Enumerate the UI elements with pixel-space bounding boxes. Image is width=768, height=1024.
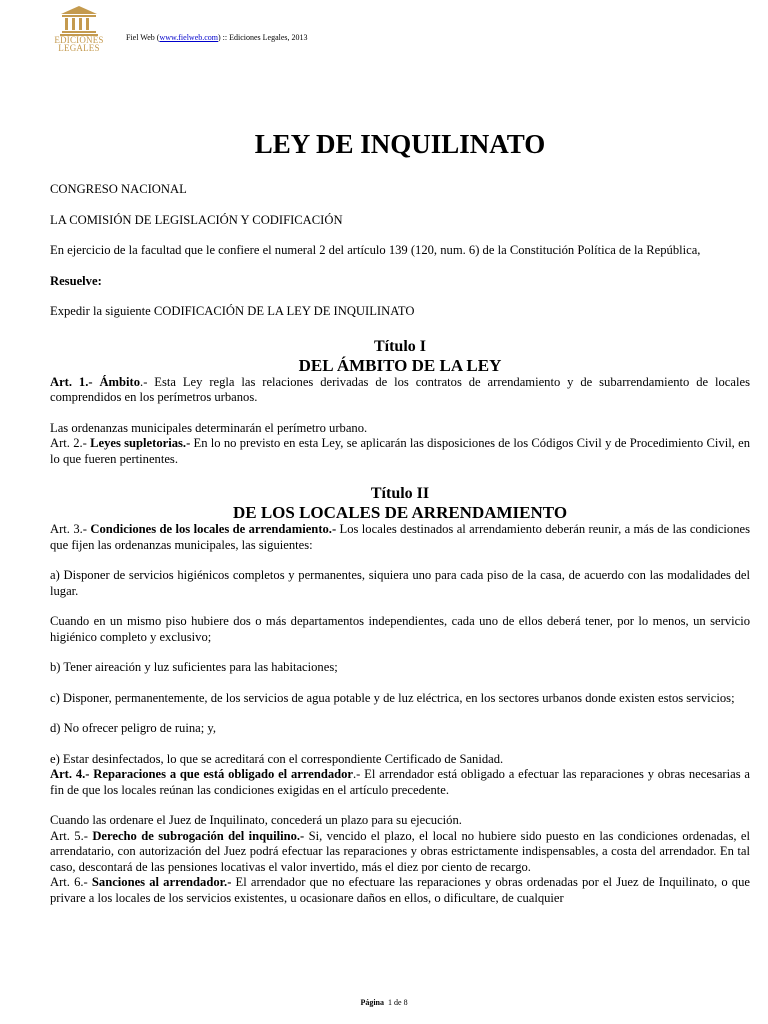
titulo-2-number: Título II <box>370 485 430 502</box>
article-3-cuando: Cuando en un mismo piso hubiere dos o más departamentos independientes, cada uno de ellos deberá tener, por lo menos, un servicio higiénico completo y exclusivo; <box>50 614 750 644</box>
logo-line-1: EDICIONES <box>54 35 104 45</box>
article-1-paragraph-2: Las ordenanzas municipales determinarán el perímetro urbano. <box>50 420 368 435</box>
art5-heading: Derecho de subrogación del inquilino.- <box>92 828 305 843</box>
art4-heading: Reparaciones a que está obligado el arrendador <box>93 767 354 781</box>
art2-label: Art. 2.- <box>50 436 87 450</box>
article-4 <box>50 767 750 798</box>
art6-text: El arrendador que no efectuare las reparaciones y obras ordenadas por el Juez de Inquilinato, o que privare a los locales de los servicios existentes, u ocasionare daños en ellos, o dificultare, de cualquier <box>50 875 750 905</box>
footer-page-label: Página <box>360 998 384 1007</box>
art4-text: .- El arrendador está obligado a efectuar las reparaciones y obras necesarias a fin de que los locales reúnan las condiciones exigidas en el artículo precedente. <box>50 767 750 797</box>
article-6 <box>50 875 750 906</box>
art3-text: Los locales destinados al arrendamiento deberán reunir, a más de las condiciones que fijen las ordenanzas municipales, las siguientes: <box>50 522 751 552</box>
article-3-item-c: c) Disponer, permanentemente, de los servicios de agua potable y de luz eléctrica, en los sectores urbanos donde existen estos servicios; <box>50 690 735 705</box>
article-4-paragraph-2: Cuando las ordenare el Juez de Inquilinato, concederá un plazo para su ejecución. <box>50 813 462 827</box>
header-suffix: ) :: Ediciones Legales, 2013 <box>218 33 308 42</box>
art5-label: Art. 5.- <box>50 828 88 843</box>
titulo-1-name: DEL ÁMBITO DE LA LEY <box>298 355 502 375</box>
art1-text: .- Esta Ley regla las relaciones derivadas de los contratos de arrendamiento y de subarrendamiento de locales comprendidos en los perímetros urbanos. <box>50 374 750 404</box>
article-1 <box>50 375 750 406</box>
preamble-resuelve <box>50 274 750 290</box>
logo-line-2: LEGALES <box>58 43 100 53</box>
article-3-item-b: b) Tener aireación y luz suficientes para las habitaciones; <box>50 660 338 674</box>
article-5 <box>50 829 750 876</box>
art6-label: Art. 6.- <box>50 875 88 889</box>
preamble-congreso: CONGRESO NACIONAL <box>50 182 187 196</box>
publisher-logo <box>52 4 106 60</box>
art3-heading: Condiciones de los locales de arrendamiento.- <box>90 522 337 536</box>
page-footer <box>0 998 768 1007</box>
footer-page-number: 1 <box>388 998 392 1007</box>
titulo-2-name: DE LOS LOCALES DE ARRENDAMIENTO <box>232 503 568 522</box>
document-title: LEY DE INQUILINATO <box>254 129 546 159</box>
article-3 <box>50 522 750 553</box>
art5-text: Si, vencido el plazo, el local no hubiere sido puesto en las condiciones ordenadas, el arrendatario, con autorización del Juez podrá efectuar las reparaciones y obras estrictamente indispensables, a costa del arrendador. En tal caso, descontará de las pensiones locativas el valor invertido, más el diez por ciento de recargo. <box>50 828 750 874</box>
footer-of: de <box>394 998 402 1007</box>
art4-label: Art. 4.- <box>50 767 90 781</box>
article-3-item-d: d) No ofrecer peligro de ruina; y, <box>50 721 216 735</box>
art6-heading: Sanciones al arrendador.- <box>91 875 232 889</box>
document-body <box>50 126 750 906</box>
art1-label: Art. 1.- <box>50 374 93 389</box>
header-prefix: Fiel Web ( <box>126 33 160 42</box>
resuelve-label: Resuelve: <box>50 273 102 288</box>
art2-heading: Leyes supletorias.- <box>90 436 191 450</box>
article-2 <box>50 436 750 467</box>
article-3-item-e: e) Estar desinfectados, lo que se acreditará con el correspondiente Certificado de Sanidad. <box>50 751 504 766</box>
preamble-expedir: Expedir la siguiente CODIFICACIÓN DE LA LEY DE INQUILINATO <box>50 304 415 318</box>
preamble-ejercicio: En ejercicio de la facultad que le confiere el numeral 2 del artículo 139 (120, num. 6) de la Constitución Política de la República, <box>50 243 701 257</box>
art1-heading: Ámbito <box>99 374 141 389</box>
art2-text: En lo no previsto en esta Ley, se aplicarán las disposiciones de los Códigos Civil y de Procedimiento Civil, en lo que fueren pertinentes. <box>50 436 750 466</box>
art3-label: Art. 3.- <box>50 522 87 536</box>
fielweb-link[interactable]: www.fielweb.com <box>159 33 219 42</box>
footer-total-pages: 8 <box>403 998 408 1007</box>
titulo-1-number: Título I <box>373 337 426 355</box>
article-3-item-a: a) Disponer de servicios higiénicos completos y permanentes, siquiera uno para cada piso de la casa, de acuerdo con las modalidades del lugar. <box>50 568 750 598</box>
temple-icon <box>59 4 99 36</box>
page-header <box>126 33 308 42</box>
preamble-comision: LA COMISIÓN DE LEGISLACIÓN Y CODIFICACIÓN <box>50 212 343 227</box>
